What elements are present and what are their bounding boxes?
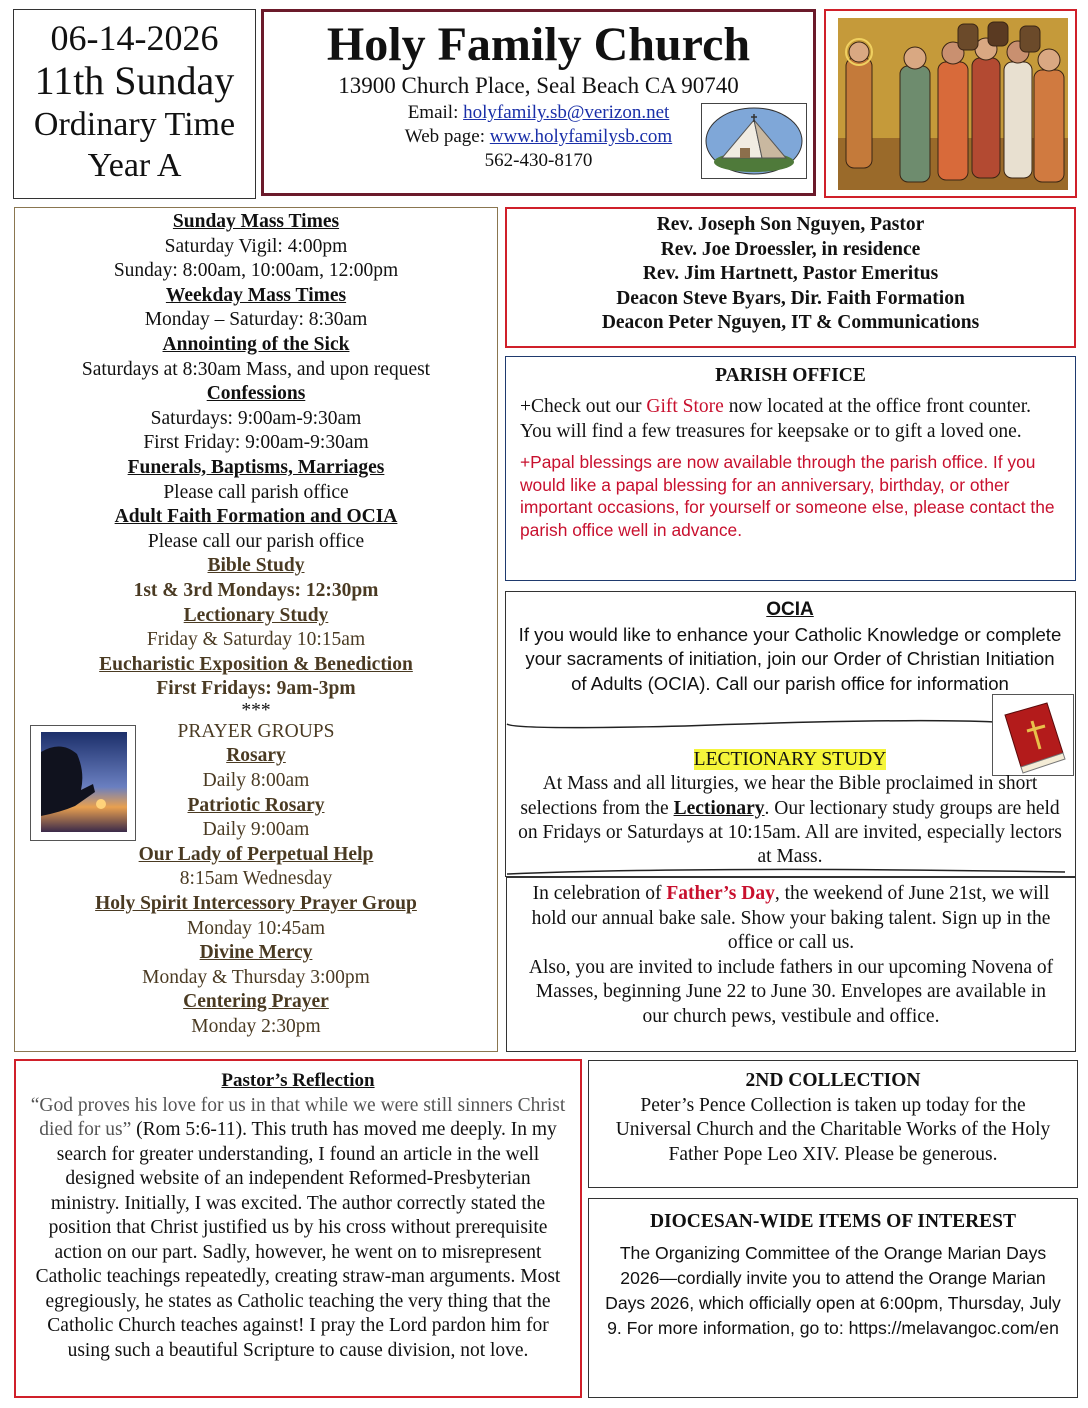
sunday-mass-times: Sunday: 8:00am, 10:00am, 12:00pm	[113, 260, 399, 282]
pastors-reflection-box	[14, 1059, 582, 1398]
lectionary-study-times: Friday & Saturday 10:15am	[146, 629, 366, 651]
second-collection-box	[588, 1060, 1078, 1188]
rosary-heading: Rosary	[226, 745, 286, 767]
patriotic-rosary-heading: Patriotic Rosary	[187, 794, 325, 816]
reflection-text	[30, 1094, 566, 1364]
reflection-quote: “God proves his love for us in that while we were still sinners Christ died for us”	[30, 1094, 566, 1140]
weekday-mass-times: Monday – Saturday: 8:30am	[144, 309, 368, 331]
season-label: Ordinary Time	[33, 106, 236, 143]
email-link[interactable]: holyfamily.sb@verizon.net	[463, 102, 670, 123]
lectionary-study-title: LECTIONARY STUDY	[693, 749, 887, 770]
transfiguration-icon-painting	[824, 9, 1077, 198]
curved-divider	[505, 704, 1076, 744]
web-label: Web page:	[404, 126, 490, 147]
second-collection-text: Peter’s Pence Collection is taken up today for the Universal Church and the Charitable Works of the Holy Father Pope Leo XIV. Please be generous.	[615, 1094, 1051, 1165]
papal-blessings-paragraph: +Papal blessings are now available through the parish office. If you would like a papal blessing for an anniversary, birthday, or other important occasions, for yourself or someone else, please contact the parish office well in advance.	[520, 452, 1055, 540]
patriotic-rosary-times: Daily 9:00am	[202, 819, 310, 841]
prayer-groups-heading: PRAYER GROUPS	[177, 720, 335, 742]
reflection-title: Pastor’s Reflection	[221, 1070, 375, 1091]
sunday-label: 11th Sunday	[34, 58, 235, 103]
schedule-column	[14, 207, 498, 1052]
centering-prayer-times: Monday 2:30pm	[191, 1016, 321, 1037]
centering-prayer-heading: Centering Prayer	[183, 991, 329, 1013]
web-link[interactable]: www.holyfamilysb.com	[489, 126, 673, 147]
gift-store-paragraph	[520, 394, 1061, 444]
section-divider-stars: ***	[241, 699, 271, 721]
holy-spirit-heading: Holy Spirit Intercessory Prayer Group	[95, 893, 417, 915]
rosary-times: Daily 8:00am	[202, 770, 310, 792]
diocesan-title: DIOCESAN-WIDE ITEMS OF INTEREST	[649, 1211, 1017, 1232]
parish-office-box	[505, 356, 1076, 581]
clergy-deacon-faith-formation: Deacon Steve Byars, Dir. Faith Formation	[616, 287, 965, 309]
second-collection-title: 2ND COLLECTION	[745, 1070, 921, 1091]
clergy-pastor-emeritus: Rev. Jim Hartnett, Pastor Emeritus	[642, 263, 939, 284]
saturday-vigil-time: Saturday Vigil: 4:00pm	[164, 235, 348, 257]
praying-silhouette-image	[30, 725, 136, 841]
fathers-day-text-a: In celebration of	[532, 883, 667, 904]
reflection-body: (Rom 5:6-11). This truth has moved me deeply. In my search for greater understanding, I found an article in the well designed website of an independent Reformed-Presbyterian ministry. Initially, I was excited. The author correctly stated the position that Christ justified us by his cross without prerequisite action on our part. Sadly, however, he went on to misrepresent Catholic teachings repeatedly, creating straw-man arguments. Most egregiously, he states as Catholic teaching the very thing that the Catholic Church teaches against! I pray the Lord pardon him for using such a beautiful Scripture to cause division, not love.	[35, 1119, 561, 1361]
funerals-info: Please call parish office	[163, 481, 349, 503]
lectionary-text-b: . Our lectionary study groups are held on Fridays or Saturdays at 10:15am. All are invited, especially lectors at Mass.	[518, 797, 1062, 868]
phone-number: 562-430-8170	[484, 150, 593, 171]
bible-study-times: 1st & 3rd Mondays: 12:30pm	[133, 579, 379, 601]
fathers-day-text-b: , the weekend of June 21st, we will hold our annual bake sale. Show your baking talent. Sign up in the office or call us.	[531, 883, 1051, 954]
gift-store-text-a: +Check out our	[520, 396, 647, 417]
fathers-day-highlight: Father’s Day	[666, 883, 775, 904]
eucharistic-times: First Fridays: 9am-3pm	[156, 678, 356, 700]
email-label: Email:	[407, 102, 464, 123]
ocia-title: OCIA	[766, 599, 814, 620]
clergy-pastor: Rev. Joseph Son Nguyen, Pastor	[656, 214, 925, 235]
fathers-day-box	[506, 877, 1076, 1052]
sunday-mass-heading: Sunday Mass Times	[172, 211, 340, 232]
clergy-deacon-it: Deacon Peter Nguyen, IT & Communications	[601, 312, 980, 333]
confessions-saturdays: Saturdays: 9:00am-9:30am	[150, 407, 362, 429]
date-box	[13, 9, 256, 199]
ocia-section	[510, 598, 1070, 696]
adult-faith-info: Please call our parish office	[147, 530, 365, 552]
gift-store-link[interactable]: Gift Store	[646, 396, 724, 417]
lectionary-study-text	[512, 772, 1068, 869]
perpetual-help-heading: Our Lady of Perpetual Help	[138, 843, 374, 865]
diocesan-box	[588, 1198, 1078, 1398]
divine-mercy-heading: Divine Mercy	[199, 942, 313, 964]
confessions-first-friday: First Friday: 9:00am-9:30am	[143, 432, 369, 454]
fathers-day-bake-sale	[521, 882, 1061, 956]
adult-faith-heading: Adult Faith Formation and OCIA	[114, 506, 398, 528]
weekday-mass-heading: Weekday Mass Times	[165, 284, 347, 306]
clergy-box	[505, 207, 1076, 348]
divine-mercy-times: Monday & Thursday 3:00pm	[142, 966, 370, 988]
church-header	[261, 9, 816, 196]
bulletin-date: 06-14-2026	[50, 18, 219, 58]
anointing-heading: Annointing of the Sick	[162, 333, 350, 355]
eucharistic-heading: Eucharistic Exposition & Benediction	[99, 653, 413, 675]
liturgical-year: Year A	[87, 147, 182, 184]
church-building-photo	[701, 103, 807, 179]
funerals-heading: Funerals, Baptisms, Marriages	[127, 456, 385, 478]
perpetual-help-times: 8:15am Wednesday	[179, 868, 333, 890]
church-name: Holy Family Church	[326, 18, 751, 71]
confessions-heading: Confessions	[206, 383, 306, 405]
diocesan-text: The Organizing Committee of the Orange Marian Days 2026—cordially invite you to attend the Orange Marian Days 2026, which officially open at 6:00pm, Thursday, July 9. For more information, go to: https://melavangoc.com/en	[605, 1243, 1061, 1338]
anointing-times: Saturdays at 8:30am Mass, and upon request	[81, 358, 431, 380]
gift-store-text-b: now located at the office front counter. You will find a few treasures for keepsake or to gift a loved one.	[520, 396, 1032, 442]
bible-study-heading: Bible Study	[207, 555, 305, 577]
ocia-text: If you would like to enhance your Catholic Knowledge or complete your sacraments of initiation, join our Order of Christian Initiation of Adults (OCIA). Call our parish office for information	[518, 623, 1062, 694]
holy-spirit-times: Monday 10:45am	[186, 917, 326, 939]
parish-office-title: PARISH OFFICE	[715, 365, 866, 386]
lectionary-study-heading: Lectionary Study	[183, 604, 329, 626]
clergy-in-residence: Rev. Joe Droessler, in residence	[660, 238, 921, 260]
fathers-day-novena: Also, you are invited to include fathers in our upcoming Novena of Masses, beginning June 22 to June 30. Envelopes are available in our church pews, vestibule and office.	[528, 956, 1054, 1027]
lectionary-link: Lectionary	[673, 797, 765, 819]
church-address: 13900 Church Place, Seal Beach CA 90740	[338, 73, 739, 98]
lectionary-text-a: At Mass and all liturgies, we hear the Bible proclaimed in short selections from the	[520, 773, 1038, 819]
lectionary-section	[512, 748, 1068, 869]
